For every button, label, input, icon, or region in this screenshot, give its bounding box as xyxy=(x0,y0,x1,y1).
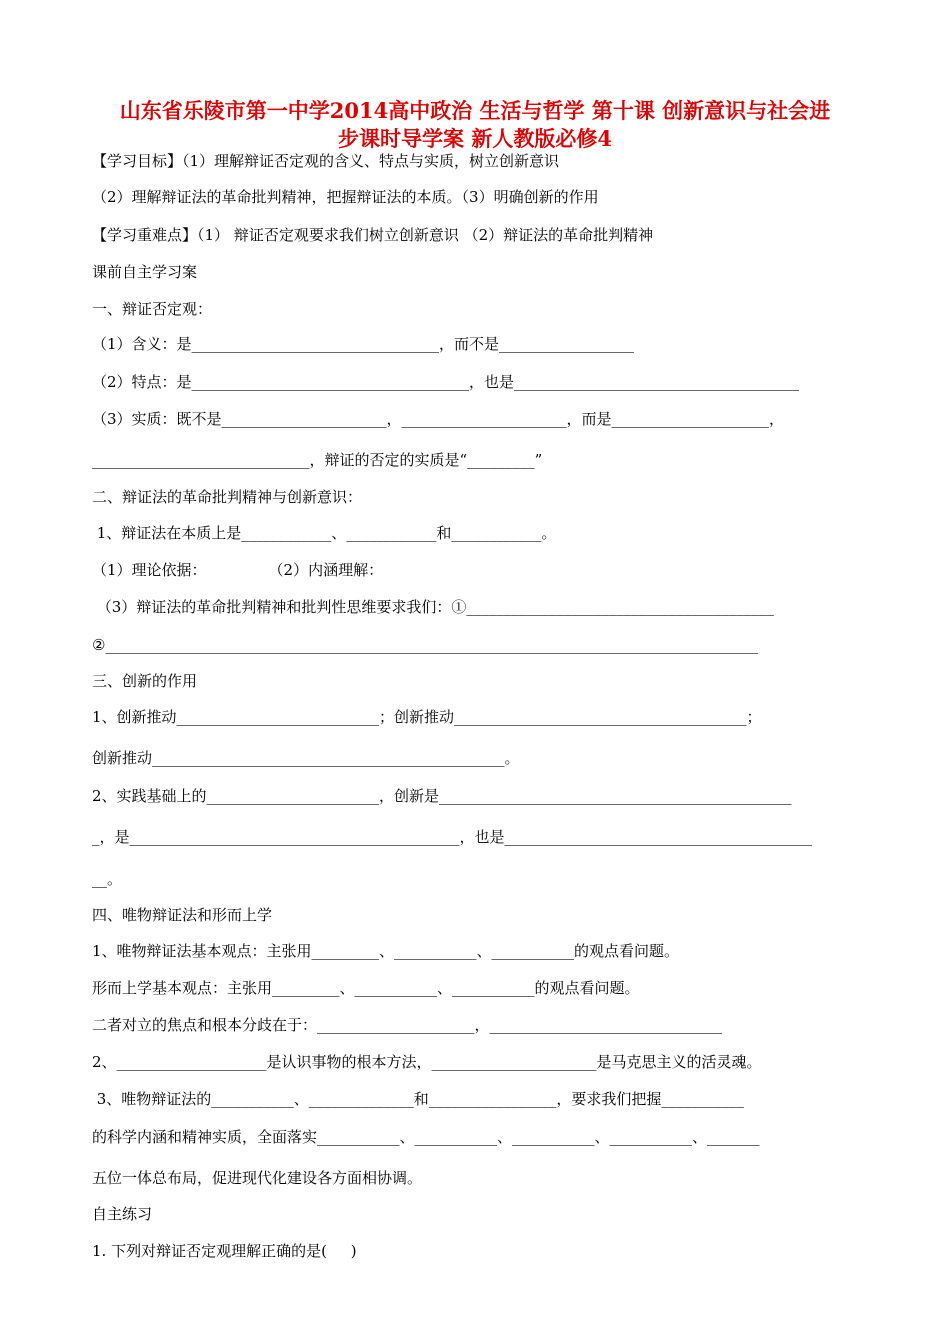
section-heading-pre-class: 课前自主学习案 xyxy=(92,263,198,281)
fill-line-features: （2）特点：是_____________________________________，也是______________________________________ xyxy=(92,373,800,391)
fill-line-grasp: 3、唯物辩证法的___________、______________和_________________，要求我们把握___________ xyxy=(92,1090,744,1108)
fill-line-innovation-2: 创新推动_______________________________________________。 xyxy=(92,749,520,767)
fill-line-innovation-4: _，是____________________________________________，也是_________________________________________ xyxy=(92,828,813,846)
fill-line-critical-spirit: （3）辩证法的革命批判精神和批判性思维要求我们：①_________________________________________ xyxy=(92,598,774,616)
fill-line-innovation-3: 2、实践基础上的_______________________，创新是_______________________________________________ xyxy=(92,787,792,805)
section-heading-2: 二、辩证法的革命批判精神与创新意识： xyxy=(92,488,363,506)
fill-line-materialist: 1、唯物辩证法基本观点：主张用_________、___________、___________的观点看问题。 xyxy=(92,942,680,960)
title-line-2: 步课时导学案 新人教版必修4 xyxy=(338,126,612,151)
document-title xyxy=(60,97,890,153)
question-1: 1. 下列对辩证否定观理解正确的是( ) xyxy=(92,1242,357,1260)
learning-objectives-cont: （2）理解辩证法的革命批判精神，把握辩证法的本质。（3）明确创新的作用 xyxy=(92,188,599,206)
fill-line-innovation-1: 1、创新推动___________________________；创新推动_______________________________________； xyxy=(92,708,762,726)
fill-line-divergence: 二者对立的焦点和根本分歧在于：_____________________，_______________________________ xyxy=(92,1016,723,1034)
fill-line-critical-spirit-2: ②_______________________________________________________________________________________ xyxy=(92,636,758,654)
fill-line-method: 2、____________________是认识事物的根本方法，______________________是马克思主义的活灵魂。 xyxy=(92,1053,762,1071)
section-heading-3: 三、创新的作用 xyxy=(92,672,198,690)
fill-line-implement: 的科学内涵和精神实质，全面落实___________、___________、___________、___________、_______ xyxy=(92,1128,760,1146)
title-line-1: 山东省乐陵市第一中学2014高中政治 生活与哲学 第十课 创新意识与社会进 xyxy=(119,98,831,123)
learning-objectives: 【学习目标】（1）理解辩证否定观的含义、特点与实质，树立创新意识 xyxy=(92,152,560,170)
five-in-one-line: 五位一体总布局，促进现代化建设各方面相协调。 xyxy=(92,1169,423,1187)
fill-line-essence-cont: _____________________________，辩证的否定的实质是“_________” xyxy=(92,451,543,469)
section-heading-4: 四、唯物辩证法和形而上学 xyxy=(92,906,273,924)
fill-line-essence: （3）实质：既不是______________________，______________________，而是_____________________， xyxy=(92,410,785,428)
fill-line-dialectics-nature: 1、辩证法在本质上是____________、____________和____________。 xyxy=(92,524,557,542)
key-difficulties: 【学习重难点】（1） 辩证否定观要求我们树立创新意识 （2）辩证法的革命批判精神 xyxy=(92,226,654,244)
section-heading-1: 一、辩证否定观： xyxy=(92,300,213,318)
theory-basis-line: （1）理论依据： （2）内涵理解： xyxy=(92,561,384,579)
section-heading-practice: 自主练习 xyxy=(92,1205,153,1223)
fill-line-metaphysics: 形而上学基本观点：主张用_________、___________、___________的观点看问题。 xyxy=(92,979,640,997)
fill-line-meaning: （1）含义：是_________________________________，而不是__________________ xyxy=(92,335,635,353)
fill-line-innovation-5: __。 xyxy=(92,870,123,888)
